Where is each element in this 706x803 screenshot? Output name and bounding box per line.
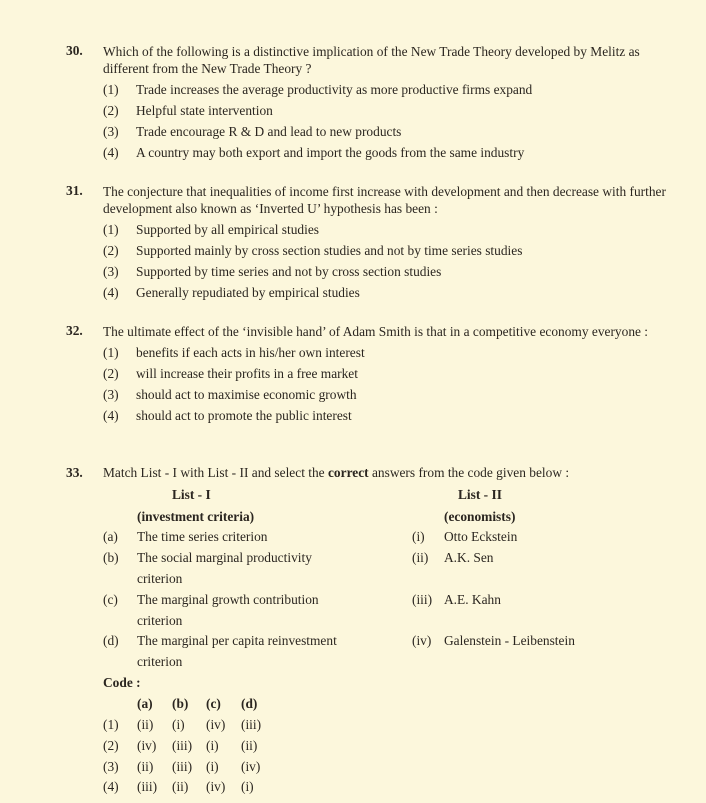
- list1-item-label: (c): [103, 592, 118, 607]
- question-number: 30.: [66, 43, 83, 58]
- code-cell: (iii): [172, 759, 193, 774]
- list1-item-continuation: criterion: [137, 654, 183, 669]
- code-cell: (iii): [241, 717, 262, 732]
- list2-item-text: Otto Eckstein: [444, 529, 518, 544]
- code-cell: (iii): [172, 738, 193, 753]
- code-cell: (iv): [137, 738, 157, 753]
- stem-text: answers from the code given below :: [368, 465, 570, 480]
- question-number: 31.: [66, 183, 83, 198]
- question-31: [66, 183, 666, 303]
- option-number: (1): [103, 222, 119, 237]
- option-1: [103, 219, 666, 240]
- option-text: should act to maximise economic growth: [136, 387, 357, 402]
- code-option-number: (1): [103, 717, 119, 732]
- code-cell: (i): [206, 759, 219, 774]
- list1-subtitle: (investment criteria): [137, 509, 255, 524]
- question-32: [66, 323, 666, 426]
- option-text: Trade encourage R & D and lead to new products: [136, 124, 402, 139]
- code-cell: (iv): [206, 717, 226, 732]
- list1-item-label: (b): [103, 550, 119, 565]
- code-header-a: (a): [137, 696, 153, 711]
- option-text: benefits if each acts in his/her own interest: [136, 345, 365, 360]
- option-text: Generally repudiated by empirical studies: [136, 285, 360, 300]
- option-text: will increase their profits in a free market: [136, 366, 358, 381]
- code-option-number: (3): [103, 759, 119, 774]
- option-number: (2): [103, 366, 119, 381]
- list1-item-text: The marginal per capita reinvestment: [137, 633, 337, 648]
- question-stem: The conjecture that inequalities of income first increase with development and then decrease with further development also known as ‘Inverted U’ hypothesis has been :: [103, 184, 666, 216]
- code-header-c: (c): [206, 696, 221, 711]
- option-number: (4): [103, 408, 119, 423]
- option-4: [103, 282, 666, 303]
- option-3: [103, 121, 666, 142]
- list1-item-text: The marginal growth contribution: [137, 592, 319, 607]
- code-cell: (i): [206, 738, 219, 753]
- option-number: (3): [103, 124, 119, 139]
- code-cell: (ii): [241, 738, 258, 753]
- option-text: Helpful state intervention: [136, 103, 273, 118]
- option-text: Supported by time series and not by cross section studies: [136, 264, 442, 279]
- option-number: (4): [103, 285, 119, 300]
- option-number: (1): [103, 345, 119, 360]
- list2-title: List - II: [458, 487, 502, 502]
- list1-item-label: (d): [103, 633, 119, 648]
- code-cell: (iv): [206, 779, 226, 794]
- option-text: Supported mainly by cross section studies and not by time series studies: [136, 243, 523, 258]
- question-number: 32.: [66, 323, 83, 338]
- code-cell: (ii): [172, 779, 189, 794]
- option-text: should act to promote the public interest: [136, 408, 352, 423]
- list1-item-text: The time series criterion: [137, 529, 268, 544]
- stem-text: Match List - I with List - II and select the: [103, 465, 328, 480]
- list1-item-continuation: criterion: [137, 613, 183, 628]
- code-cell: (ii): [137, 759, 154, 774]
- option-number: (4): [103, 145, 119, 160]
- code-cell: (iv): [241, 759, 261, 774]
- option-number: (3): [103, 387, 119, 402]
- code-cell: (ii): [137, 717, 154, 732]
- code-header-d: (d): [241, 696, 258, 711]
- option-2: [103, 100, 666, 121]
- list2-item-label: (i): [412, 529, 425, 544]
- option-3: [103, 261, 666, 282]
- stem-bold-word: correct: [327, 465, 369, 480]
- question-stem: [103, 465, 569, 481]
- code-option-number: (2): [103, 738, 119, 753]
- code-label: Code :: [103, 675, 141, 690]
- option-1: [103, 79, 666, 100]
- list2-item-label: (ii): [412, 550, 429, 565]
- option-2: [103, 363, 666, 384]
- code-header-b: (b): [172, 696, 189, 711]
- list2-item-text: A.K. Sen: [444, 550, 494, 565]
- list2-subtitle: (economists): [444, 509, 516, 524]
- code-cell: (iii): [137, 779, 158, 794]
- question-number: 33.: [66, 465, 83, 480]
- option-text: Supported by all empirical studies: [136, 222, 319, 237]
- list2-item-label: (iii): [412, 592, 433, 607]
- option-text: Trade increases the average productivity as more productive firms expand: [136, 82, 533, 97]
- code-cell: (i): [241, 779, 254, 794]
- option-number: (2): [103, 103, 119, 118]
- question-stem: Which of the following is a distinctive implication of the New Trade Theory developed by Melitz as different from the New Trade Theory ?: [103, 44, 640, 76]
- list1-item-label: (a): [103, 529, 118, 544]
- list2-item-text: A.E. Kahn: [444, 592, 501, 607]
- list1-item-text: The social marginal productivity: [137, 550, 312, 565]
- list1-item-continuation: criterion: [137, 571, 183, 586]
- list2-item-text: Galenstein - Leibenstein: [444, 633, 575, 648]
- option-4: [103, 405, 666, 426]
- option-3: [103, 384, 666, 405]
- option-2: [103, 240, 666, 261]
- question-30: [66, 43, 666, 163]
- option-number: (2): [103, 243, 119, 258]
- option-text: A country may both export and import the goods from the same industry: [136, 145, 525, 160]
- option-1: [103, 342, 666, 363]
- list2-item-label: (iv): [412, 633, 432, 648]
- option-number: (3): [103, 264, 119, 279]
- option-4: [103, 142, 666, 163]
- question-stem: The ultimate effect of the ‘invisible hand’ of Adam Smith is that in a competitive economy everyone :: [103, 324, 649, 339]
- option-number: (1): [103, 82, 119, 97]
- code-cell: (i): [172, 717, 185, 732]
- code-option-number: (4): [103, 779, 119, 794]
- list1-title: List - I: [172, 487, 211, 502]
